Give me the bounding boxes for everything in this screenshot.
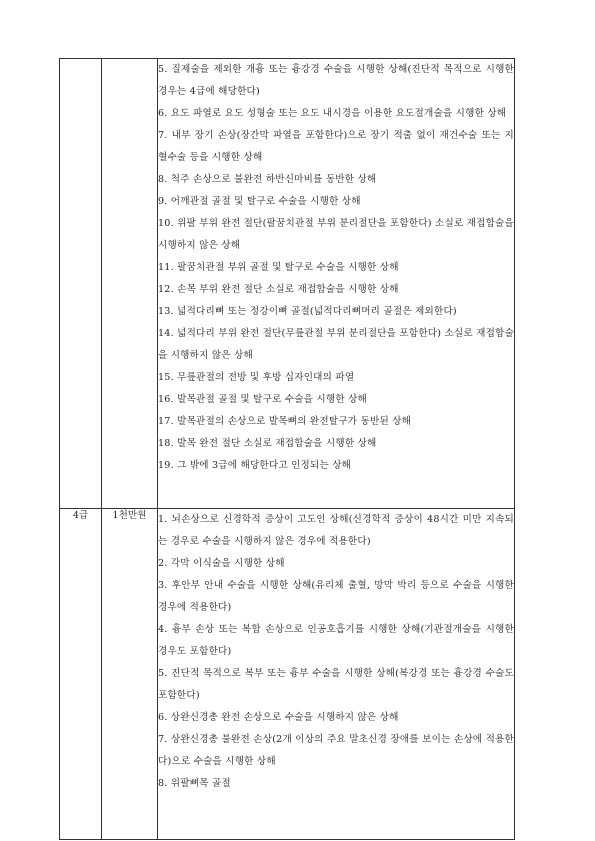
injury-item: 18. 발목 완전 절단 소실로 재접합술을 시행한 상해 bbox=[158, 438, 377, 449]
injury-item: 1. 뇌손상으로 신경학적 증상이 고도인 상해(신경학적 증상이 48시간 미만 지속되는 경우로 수술을 시행하지 않은 경우에 적용한다) bbox=[158, 514, 514, 547]
injury-item: 17. 발목관절의 손상으로 발목뼈의 완전탈구가 동반된 상해 bbox=[158, 416, 412, 427]
grade-cell: 4급 bbox=[60, 509, 102, 840]
injury-item: 14. 넓적다리 부위 완전 절단(무릎관절 부위 분리절단을 포함한다) 소실로 재접합술을 시행하지 않은 상해 bbox=[158, 328, 514, 361]
injury-item: 12. 손목 부위 완전 절단 소실로 재접합술을 시행한 상해 bbox=[158, 284, 399, 295]
injury-item: 8. 위팔뼈목 골절 bbox=[158, 778, 231, 789]
injury-items-cell bbox=[158, 59, 515, 509]
injury-item: 3. 후안부 안내 수술을 시행한 상해(유리체 출혈, 망막 박리 등으로 수술을 시행한 경우에 적용한다) bbox=[158, 580, 514, 613]
injury-item: 16. 발목관절 골절 및 탈구로 수술을 시행한 상해 bbox=[158, 394, 368, 405]
injury-item: 11. 팔꿈치관절 부위 골절 및 탈구로 수술을 시행한 상해 bbox=[158, 262, 399, 273]
table-row bbox=[60, 59, 515, 509]
injury-item: 6. 요도 파열로 요도 성형술 또는 요도 내시경을 이용한 요도절개술을 시행한 상해 bbox=[158, 108, 507, 119]
injury-item: 8. 척주 손상으로 불완전 하반신마비를 동반한 상해 bbox=[158, 174, 377, 185]
injury-item: 7. 내부 장기 손상(장간막 파열을 포함한다)으로 장기 적출 없이 재건수술 또는 지혈수술 등을 시행한 상해 bbox=[158, 130, 514, 163]
injury-item: 13. 넓적다리뼈 또는 정강이뼈 골절(넓적다리뼈머리 골절은 제외한다) bbox=[158, 306, 457, 317]
injury-item: 19. 그 밖에 3급에 해당한다고 인정되는 상해 bbox=[158, 460, 352, 471]
amount-cell bbox=[102, 59, 158, 509]
amount-cell: 1천만원 bbox=[102, 509, 158, 840]
injury-item: 4. 흉부 손상 또는 복합 손상으로 인공호흡기를 시행한 상해(기관절개술을 시행한 경우도 포함한다) bbox=[158, 624, 514, 657]
injury-item: 7. 상완신경총 불완전 손상(2개 이상의 주요 말초신경 장애를 보이는 손상에 적용한다)으로 수술을 시행한 상해 bbox=[158, 734, 514, 767]
injury-item: 5. 진단적 목적으로 복부 또는 흉부 수술을 시행한 상해(복강경 또는 흉강경 수술도 포함한다) bbox=[158, 668, 514, 701]
grade-cell bbox=[60, 59, 102, 509]
injury-item: 10. 위팔 부위 완전 절단(팔꿈치관절 부위 분리절단을 포함한다) 소실로 재접합술을 시행하지 않은 상해 bbox=[158, 218, 514, 251]
table-row bbox=[60, 509, 515, 840]
injury-item: 2. 각막 이식술을 시행한 상해 bbox=[158, 558, 285, 569]
injury-item: 5. 질제술을 제외한 개흉 또는 흉강경 수술을 시행한 상해(진단적 목적으로 시행한 경우는 4급에 해당한다) bbox=[158, 64, 514, 97]
injury-grade-table bbox=[59, 58, 515, 840]
injury-items-cell bbox=[158, 509, 515, 840]
injury-item: 15. 무릎관절의 전방 및 후방 십자인대의 파열 bbox=[158, 372, 355, 383]
injury-item: 6. 상완신경총 완전 손상으로 수술을 시행하지 않은 상해 bbox=[158, 712, 399, 723]
injury-item: 9. 어깨관절 골절 및 탈구로 수술을 시행한 상해 bbox=[158, 196, 361, 207]
